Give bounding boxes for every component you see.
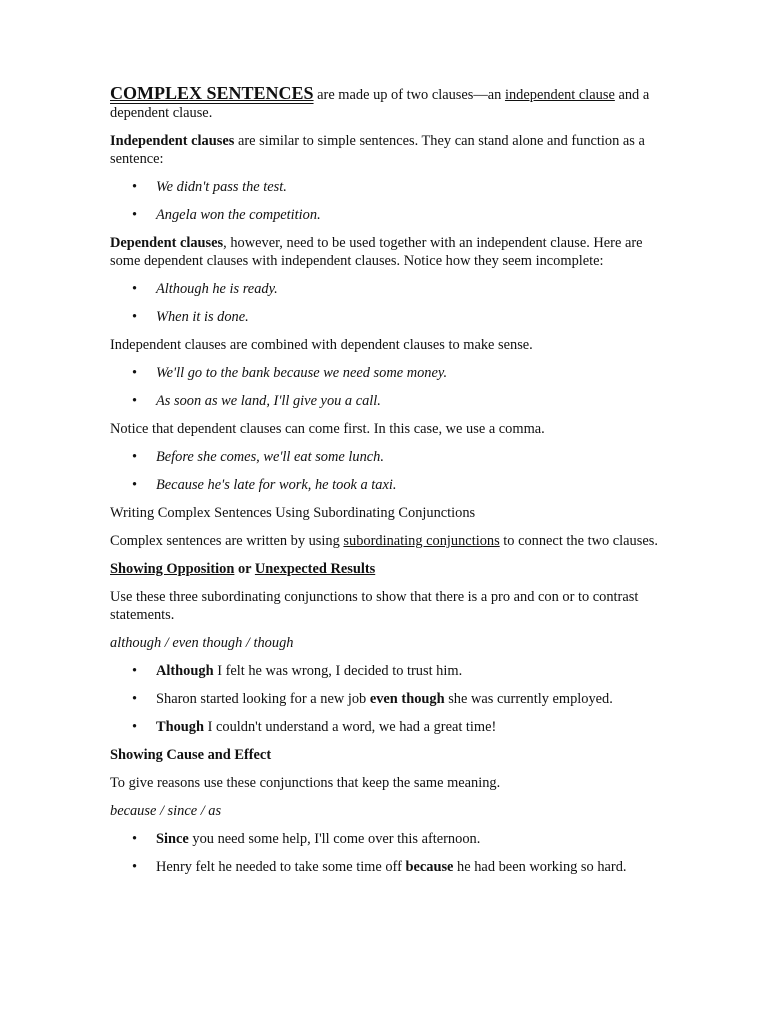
- opposition-paragraph: Use these three subordinating conjunctions to show that there is a pro and con or to contrast statements.: [110, 589, 639, 623]
- cause-examples-list: [110, 830, 670, 876]
- opposition-heading: Showing Opposition or Unexpected Results: [110, 561, 376, 577]
- opposition-examples-list: [110, 662, 670, 736]
- unexpected-results-link[interactable]: Unexpected Results: [254, 561, 376, 577]
- dependent-first-examples-list: [110, 448, 670, 494]
- intro-paragraph: COMPLEX SENTENCES are made up of two clauses—an independent clause and a dependent clause.: [110, 83, 650, 121]
- document-title: COMPLEX SENTENCES: [110, 83, 314, 103]
- bullet-icon: •: [132, 365, 138, 381]
- list-item: • Because he's late for work, he took a taxi.: [132, 477, 397, 493]
- cause-effect-heading: Showing Cause and Effect: [110, 747, 272, 763]
- list-item: • When it is done.: [132, 309, 249, 325]
- list-item: • Sharon started looking for a new job even though she was currently employed.: [132, 691, 613, 707]
- bullet-icon: •: [132, 831, 138, 847]
- bullet-icon: •: [132, 309, 138, 325]
- dependent-first-paragraph: Notice that dependent clauses can come first. In this case, we use a comma.: [110, 421, 545, 437]
- list-item: • As soon as we land, I'll give you a call.: [132, 393, 381, 409]
- list-item: • Before she comes, we'll eat some lunch.: [132, 449, 384, 465]
- list-item: • Though I couldn't understand a word, we had a great time!: [132, 719, 497, 735]
- document-body: [110, 84, 670, 886]
- bullet-icon: •: [132, 477, 138, 493]
- list-item: • Angela won the competition.: [132, 207, 321, 223]
- independent-clauses-paragraph: Independent clauses are similar to simple sentences. They can stand alone and function as a sentence:: [110, 133, 645, 167]
- combined-paragraph: Independent clauses are combined with dependent clauses to make sense.: [110, 337, 533, 353]
- showing-opposition-link[interactable]: Showing Opposition: [110, 561, 235, 577]
- list-item: • Although I felt he was wrong, I decided to trust him.: [132, 663, 463, 679]
- writing-section-heading: Writing Complex Sentences Using Subordinating Conjunctions: [110, 505, 476, 521]
- dependent-clauses-paragraph: Dependent clauses, however, need to be used together with an independent clause. Here are some dependent clauses with independent clauses. Notice how they seem incomplete:: [110, 235, 643, 269]
- independent-examples-list: [110, 178, 670, 224]
- bullet-icon: •: [132, 207, 138, 223]
- bullet-icon: •: [132, 179, 138, 195]
- list-item: • We'll go to the bank because we need some money.: [132, 365, 448, 381]
- bullet-icon: •: [132, 691, 138, 707]
- list-item: • Since you need some help, I'll come over this afternoon.: [132, 831, 481, 847]
- bullet-icon: •: [132, 859, 138, 875]
- list-item: • Henry felt he needed to take some time off because he had been working so hard.: [132, 859, 627, 875]
- bullet-icon: •: [132, 281, 138, 297]
- cause-conjunctions: because / since / as: [110, 803, 222, 819]
- subordinating-paragraph: Complex sentences are written by using subordinating conjunctions to connect the two clauses.: [110, 533, 658, 549]
- list-item: • We didn't pass the test.: [132, 179, 287, 195]
- independent-clause-link[interactable]: independent clause: [504, 87, 615, 103]
- opposition-conjunctions: although / even though / though: [110, 635, 294, 651]
- bullet-icon: •: [132, 719, 138, 735]
- bullet-icon: •: [132, 663, 138, 679]
- dependent-examples-list: [110, 280, 670, 326]
- bullet-icon: •: [132, 393, 138, 409]
- list-item: • Although he is ready.: [132, 281, 278, 297]
- cause-effect-paragraph: To give reasons use these conjunctions that keep the same meaning.: [110, 775, 501, 791]
- combined-examples-list: [110, 364, 670, 410]
- subordinating-conjunctions-link[interactable]: subordinating conjunctions: [343, 533, 500, 549]
- bullet-icon: •: [132, 449, 138, 465]
